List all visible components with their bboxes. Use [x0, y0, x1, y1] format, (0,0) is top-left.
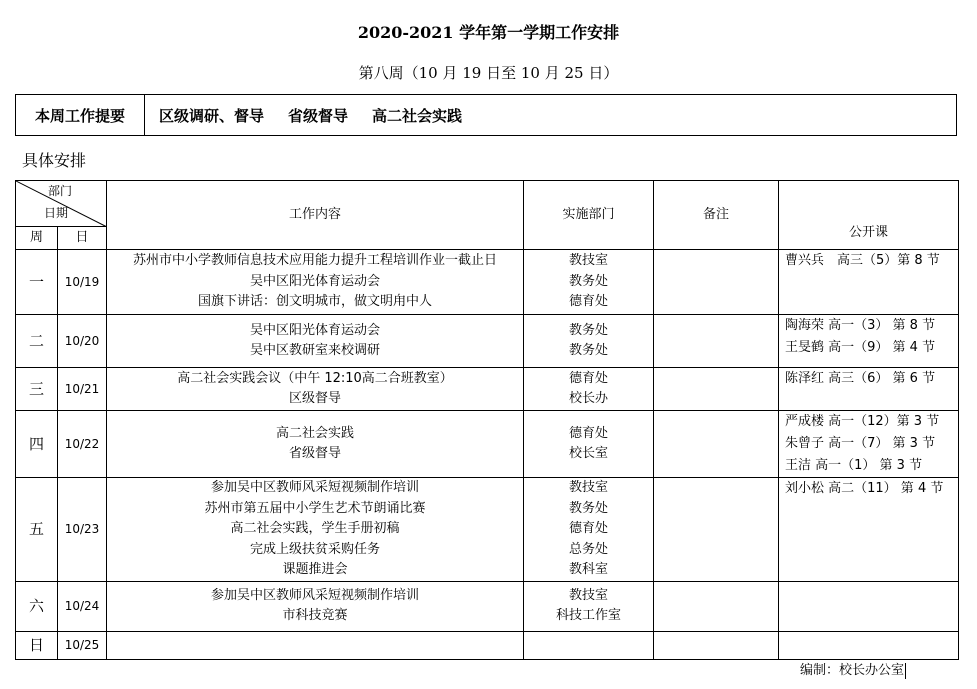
week-day-cell: 三: [16, 368, 58, 411]
department-cell: [524, 368, 654, 411]
header-content: 工作内容: [107, 181, 524, 250]
department-line: 德育处: [568, 425, 608, 441]
date-cell: 10/23: [58, 478, 107, 582]
work-content-line: 国旗下讲话：创文明城市，做文明甪中人: [197, 294, 432, 310]
department-line: 教务处: [568, 322, 608, 338]
work-content-line: 吴中区阳光体育运动会: [249, 322, 380, 338]
note-cell: [654, 631, 779, 659]
work-content-cell: [107, 581, 524, 631]
work-content-cell: [107, 478, 524, 582]
header-date-label: 日期: [44, 206, 69, 220]
work-content-line: 参加吴中区教师风采短视频制作培训: [210, 587, 419, 603]
open-class-cell: [779, 411, 959, 478]
schedule-row: [16, 411, 959, 478]
schedule-row: [16, 581, 959, 631]
department-line: 教务处: [568, 273, 608, 289]
summary-item: 省级督导: [288, 106, 349, 125]
department-cell: [524, 411, 654, 478]
department-cell: [524, 581, 654, 631]
week-day-cell: 六: [16, 581, 58, 631]
open-class-line: 刘小松 高二（11） 第 4 节: [785, 481, 944, 496]
department-line: 校长办: [568, 391, 608, 406]
open-class-cell: [779, 478, 959, 582]
department-line: 德育处: [568, 521, 608, 536]
work-content-line: 苏州市中小学教师信息技术应用能力提升工程培训作业一截止日: [132, 253, 497, 269]
department-line: 校长室: [568, 446, 608, 461]
work-content-line: 高二社会实践，学生手册初稿: [230, 521, 400, 536]
date-cell: 10/19: [58, 250, 107, 315]
open-class-cell: [779, 631, 959, 659]
work-content-line: 吴中区阳光体育运动会: [249, 273, 380, 289]
summary-label: 本周工作提要: [16, 95, 145, 135]
schedule-row: [16, 478, 959, 582]
department-line: 教务处: [568, 343, 608, 358]
work-content-line: 市科技竞赛: [282, 608, 348, 623]
work-content-line: 参加吴中区教师风采短视频制作培训: [210, 480, 419, 495]
date-cell: 10/25: [58, 631, 107, 659]
work-content-line: 吴中区教研室来校调研: [249, 343, 380, 358]
department-line: 教技室: [568, 253, 608, 269]
document-subtitle: 第八周（10 月 19 日至 10 月 25 日）: [358, 64, 619, 82]
header-day: 日: [58, 227, 107, 250]
summary-item: 高二社会实践: [372, 106, 463, 125]
summary-items: [145, 95, 462, 135]
work-content-cell: [107, 631, 524, 659]
note-cell: [654, 411, 779, 478]
department-line: 德育处: [568, 294, 608, 310]
header-dept-label: 部门: [48, 184, 73, 198]
schedule-row: [16, 368, 959, 411]
open-class-cell: [779, 315, 959, 368]
weekly-summary-box: [15, 94, 957, 136]
work-content-line: 省级督导: [288, 446, 341, 461]
department-line: 德育处: [568, 370, 608, 386]
department-line: 教技室: [568, 587, 608, 603]
open-class-cell: [779, 368, 959, 411]
week-day-cell: 日: [16, 631, 58, 659]
open-class-line: 曹兴兵 高三（5）第 8 节: [785, 253, 940, 268]
date-cell: 10/22: [58, 411, 107, 478]
open-class-line: 朱曾子 高一（7） 第 3 节: [785, 436, 936, 451]
header-dept: 实施部门: [524, 181, 654, 250]
note-cell: [654, 478, 779, 582]
header-week: 周: [16, 227, 58, 250]
open-class-line: 王旻鹤 高一（9） 第 4 节: [785, 340, 936, 355]
note-cell: [654, 368, 779, 411]
department-cell: [524, 631, 654, 659]
work-content-cell: [107, 368, 524, 411]
work-content-cell: [107, 411, 524, 478]
work-content-line: 苏州市第五届中小学生艺术节朗诵比赛: [204, 500, 426, 516]
schedule-body: [16, 250, 959, 660]
department-cell: [524, 478, 654, 582]
open-class-cell: [779, 250, 959, 315]
week-day-cell: 四: [16, 411, 58, 478]
open-class-line: 王洁 高一（1） 第 3 节: [785, 458, 923, 473]
department-line: 教科室: [568, 562, 608, 577]
department-line: 科技工作室: [555, 608, 621, 623]
summary-item: 区级调研、督导: [159, 106, 265, 125]
date-cell: 10/20: [58, 315, 107, 368]
week-day-cell: 五: [16, 478, 58, 582]
open-class-line: 陈泽红 高三（6） 第 6 节: [785, 371, 936, 386]
week-day-cell: 二: [16, 315, 58, 368]
work-content-line: 课题推进会: [282, 562, 348, 577]
text-cursor: [905, 663, 906, 679]
schedule-row: [16, 631, 959, 659]
footer-editor: [800, 659, 906, 679]
document-title: 2020-2021 学年第一学期工作安排: [357, 23, 620, 42]
work-content-line: 完成上级扶贫采购任务: [249, 541, 380, 557]
work-content-cell: [107, 250, 524, 315]
open-class-line: 严成楼 高一（12）第 3 节: [785, 414, 940, 429]
header-note: 备注: [654, 181, 779, 250]
department-cell: [524, 250, 654, 315]
schedule-row: [16, 250, 959, 315]
department-line: 教技室: [568, 480, 608, 495]
schedule-row: [16, 315, 959, 368]
section-label: 具体安排: [22, 151, 87, 170]
date-cell: 10/21: [58, 368, 107, 411]
footer-editor-text: 编制：校长办公室: [800, 663, 905, 678]
work-content-line: 高二社会实践会议（中午 12:10高二合班教室）: [177, 370, 453, 386]
work-content-line: 高二社会实践: [275, 425, 354, 441]
work-content-line: 区级督导: [288, 391, 341, 406]
date-cell: 10/24: [58, 581, 107, 631]
header-open-class: 公开课: [779, 181, 959, 250]
note-cell: [654, 581, 779, 631]
department-line: 教务处: [568, 500, 608, 516]
open-class-cell: [779, 581, 959, 631]
note-cell: [654, 315, 779, 368]
department-cell: [524, 315, 654, 368]
department-line: 总务处: [568, 541, 608, 557]
schedule-table: [15, 180, 959, 660]
week-day-cell: 一: [16, 250, 58, 315]
open-class-line: 陶海荣 高一（3） 第 8 节: [785, 318, 936, 333]
work-content-cell: [107, 315, 524, 368]
note-cell: [654, 250, 779, 315]
header-diagonal-cell: [16, 181, 107, 227]
